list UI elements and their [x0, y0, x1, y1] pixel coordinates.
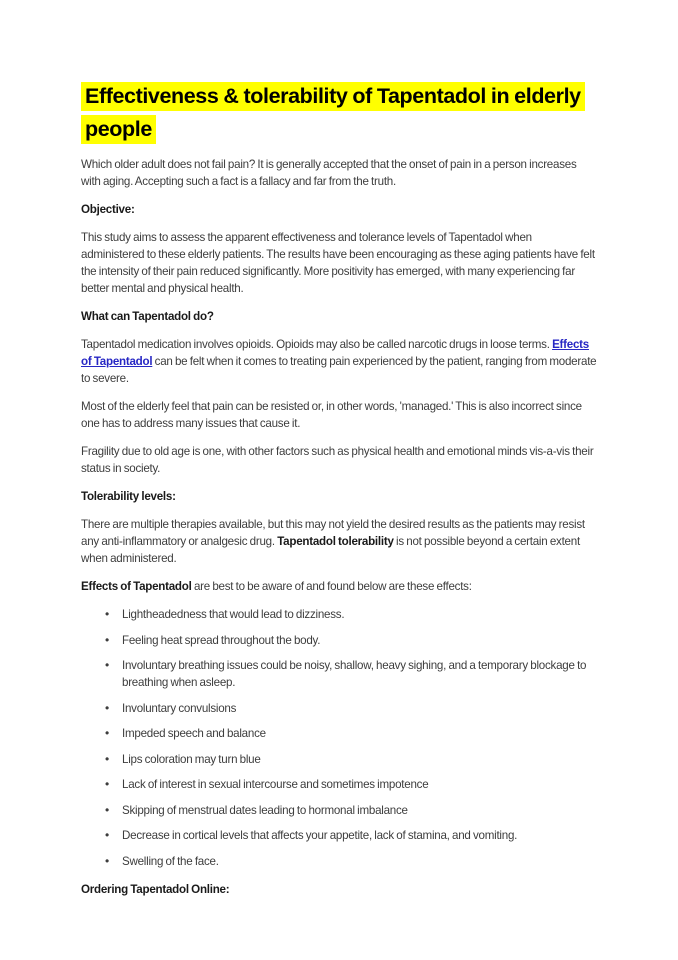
heading-tolerability-levels: Tolerability levels:: [81, 490, 176, 503]
list-item: • Feeling heat spread throughout the body.: [105, 632, 597, 649]
opioids-text-after: can be felt when it comes to treating pain experienced by the patient, ranging from moderate to severe.: [81, 355, 597, 385]
managed-paragraph: Most of the elderly feel that pain can be resisted or, in other words, 'managed.' This is also incorrect since one has to address many issues that cause it.: [81, 400, 582, 430]
intro-paragraph: Which older adult does not fail pain? It is generally accepted that the onset of pain in a person increases with aging. Accepting such a fact is a fallacy and far from the truth.: [81, 158, 577, 188]
list-item: • Lips coloration may turn blue: [105, 751, 597, 768]
effects-list: [81, 606, 597, 870]
effects-intro-paragraph: [81, 578, 597, 595]
effects-intro-text-after: are best to be aware of and found below are these effects:: [191, 580, 472, 593]
heading-what-can-tapentadol-do: What can Tapentadol do?: [81, 310, 214, 323]
list-item: • Lightheadedness that would lead to dizziness.: [105, 606, 597, 623]
tolerability-text-after: is not possible beyond a certain extent when administered.: [81, 535, 580, 565]
list-item: • Skipping of menstrual dates leading to hormonal imbalance: [105, 802, 597, 819]
tolerability-text-before: There are multiple therapies available, but this may not yield the desired results as the patients may resist any anti-inflammatory or analgesic drug.: [81, 518, 585, 548]
tolerability-paragraph: [81, 516, 597, 567]
title-line-1: Effectiveness & tolerability of Tapentadol in elderly: [81, 82, 585, 111]
list-item: • Swelling of the face.: [105, 853, 597, 870]
heading-ordering-tapentadol-online: Ordering Tapentadol Online:: [81, 882, 230, 896]
list-item: • Involuntary breathing issues could be noisy, shallow, heavy sighing, and a temporary blockage to breathing when asleep.: [105, 657, 597, 691]
objective-paragraph: This study aims to assess the apparent effectiveness and tolerance levels of Tapentadol when administered to these elderly patients. The results have been encouraging as these aging patients have felt the intensity of their pain reduced significantly. More positivity has emerged, with many experiencing far better mental and physical health.: [81, 231, 595, 295]
heading-objective: Objective:: [81, 203, 135, 216]
fragility-paragraph: Fragility due to old age is one, with other factors such as physical health and emotional minds vis-a-vis their status in society.: [81, 445, 594, 475]
effects-of-tapentadol-link[interactable]: Effects of Tapentadol: [81, 338, 589, 368]
list-item: • Lack of interest in sexual intercourse and sometimes impotence: [105, 776, 597, 793]
effects-intro-bold-text: Effects of Tapentadol: [81, 580, 192, 593]
list-item: • Decrease in cortical levels that affects your appetite, lack of stamina, and vomiting.: [105, 827, 597, 844]
document-title: [81, 80, 597, 146]
list-item: • Impeded speech and balance: [105, 725, 597, 742]
opioids-text-before: Tapentadol medication involves opioids. Opioids may also be called narcotic drugs in loose terms.: [81, 338, 553, 351]
tolerability-bold-text: Tapentadol tolerability: [277, 535, 394, 548]
list-item: • Involuntary convulsions: [105, 700, 597, 717]
opioids-paragraph: [81, 336, 597, 387]
title-line-2: people: [81, 115, 156, 144]
